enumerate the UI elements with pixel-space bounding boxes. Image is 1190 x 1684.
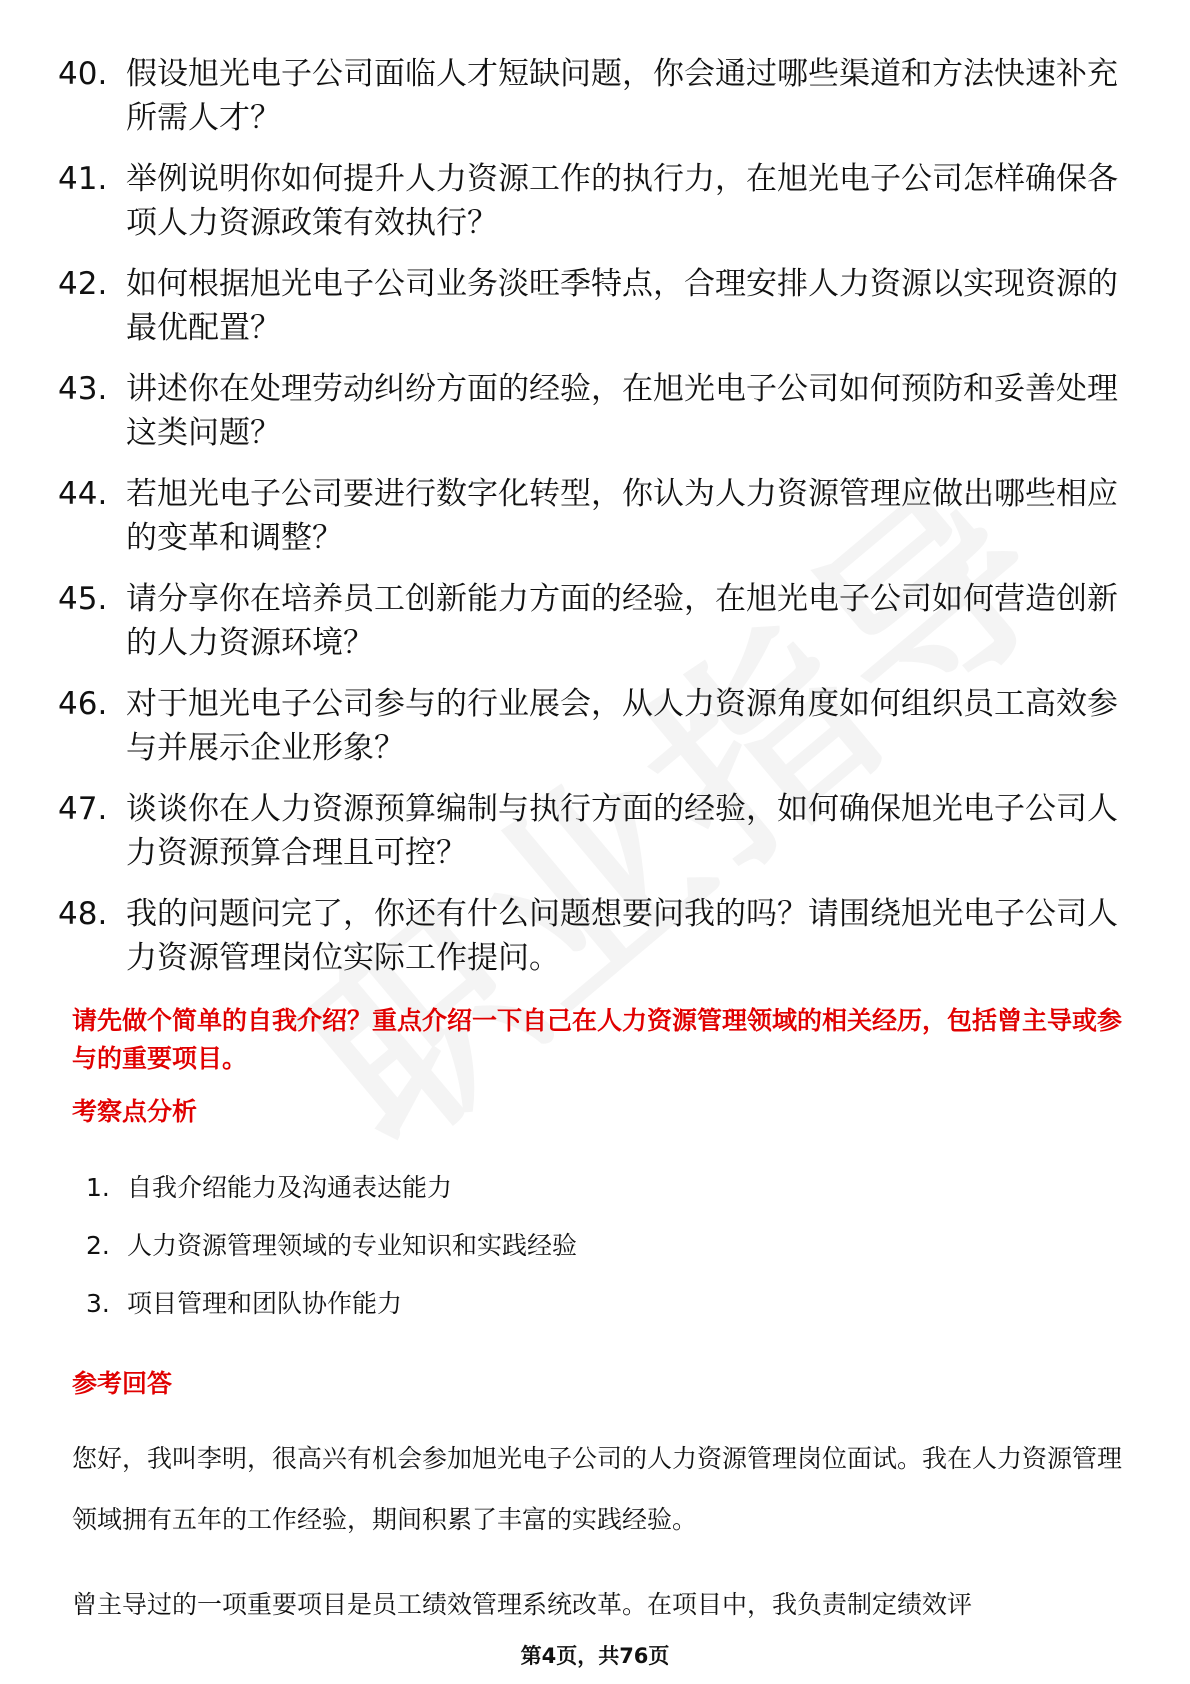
point-text: 人力资源管理领域的专业知识和实践经验: [127, 1231, 578, 1260]
reference-heading: 参考回答: [72, 1369, 173, 1398]
analysis-point: [86, 1284, 577, 1324]
question-text: 我的问题问完了，你还有什么问题想要问我的吗？请围绕旭光电子公司人力资源管理岗位实际工作提问。: [126, 896, 1118, 976]
question-item: [58, 892, 1118, 980]
analysis-point: [86, 1168, 577, 1208]
question-item: [58, 52, 1118, 140]
analysis-heading: 考察点分析: [72, 1097, 198, 1126]
question-text: 假设旭光电子公司面临人才短缺问题，你会通过哪些渠道和方法快速补充所需人才？: [126, 56, 1118, 136]
question-item: [58, 367, 1118, 455]
question-number: 46.: [58, 686, 108, 722]
question-item: [58, 262, 1118, 350]
question-text: 如何根据旭光电子公司业务淡旺季特点，合理安排人力资源以实现资源的最优配置？: [126, 266, 1118, 346]
question-number: 43.: [58, 371, 108, 407]
question-item: [58, 577, 1118, 665]
answer-paragraph: 您好，我叫李明，很高兴有机会参加旭光电子公司的人力资源管理岗位面试。我在人力资源管理领域拥有五年的工作经验，期间积累了丰富的实践经验。: [72, 1444, 1123, 1534]
point-number: 1.: [86, 1173, 110, 1202]
question-number: 47.: [58, 791, 108, 827]
question-number: 44.: [58, 476, 108, 512]
point-text: 自我介绍能力及沟通表达能力: [127, 1173, 453, 1202]
question-number: 45.: [58, 581, 108, 617]
analysis-point-list: [86, 1168, 577, 1342]
page-number-footer: 第4页，共76页: [520, 1644, 670, 1668]
question-text: 举例说明你如何提升人力资源工作的执行力，在旭光电子公司怎样确保各项人力资源政策有效执行？: [126, 161, 1118, 241]
question-text: 讲述你在处理劳动纠纷方面的经验，在旭光电子公司如何预防和妥善处理这类问题？: [126, 371, 1118, 451]
question-number: 42.: [58, 266, 108, 302]
question-text: 若旭光电子公司要进行数字化转型，你认为人力资源管理应做出哪些相应的变革和调整？: [126, 476, 1118, 556]
interview-prompt: 请先做个简单的自我介绍？重点介绍一下自己在人力资源管理领域的相关经历，包括曾主导或参与的重要项目。: [72, 1006, 1123, 1073]
question-item: [58, 787, 1118, 875]
point-text: 项目管理和团队协作能力: [127, 1289, 403, 1318]
answer-paragraph: 曾主导过的一项重要项目是员工绩效管理系统改革。在项目中，我负责制定绩效评: [72, 1590, 973, 1619]
question-number: 41.: [58, 161, 108, 197]
question-item: [58, 682, 1118, 770]
question-number: 40.: [58, 56, 108, 92]
question-text: 对于旭光电子公司参与的行业展会，从人力资源角度如何组织员工高效参与并展示企业形象？: [126, 686, 1118, 766]
point-number: 3.: [86, 1289, 110, 1318]
question-text: 请分享你在培养员工创新能力方面的经验，在旭光电子公司如何营造创新的人力资源环境？: [126, 581, 1118, 661]
analysis-point: [86, 1226, 577, 1266]
point-number: 2.: [86, 1231, 110, 1260]
question-number: 48.: [58, 896, 108, 932]
question-item: [58, 472, 1118, 560]
question-item: [58, 157, 1118, 245]
question-text: 谈谈你在人力资源预算编制与执行方面的经验，如何确保旭光电子公司人力资源预算合理且可控？: [126, 791, 1118, 871]
question-list: [58, 52, 1118, 997]
